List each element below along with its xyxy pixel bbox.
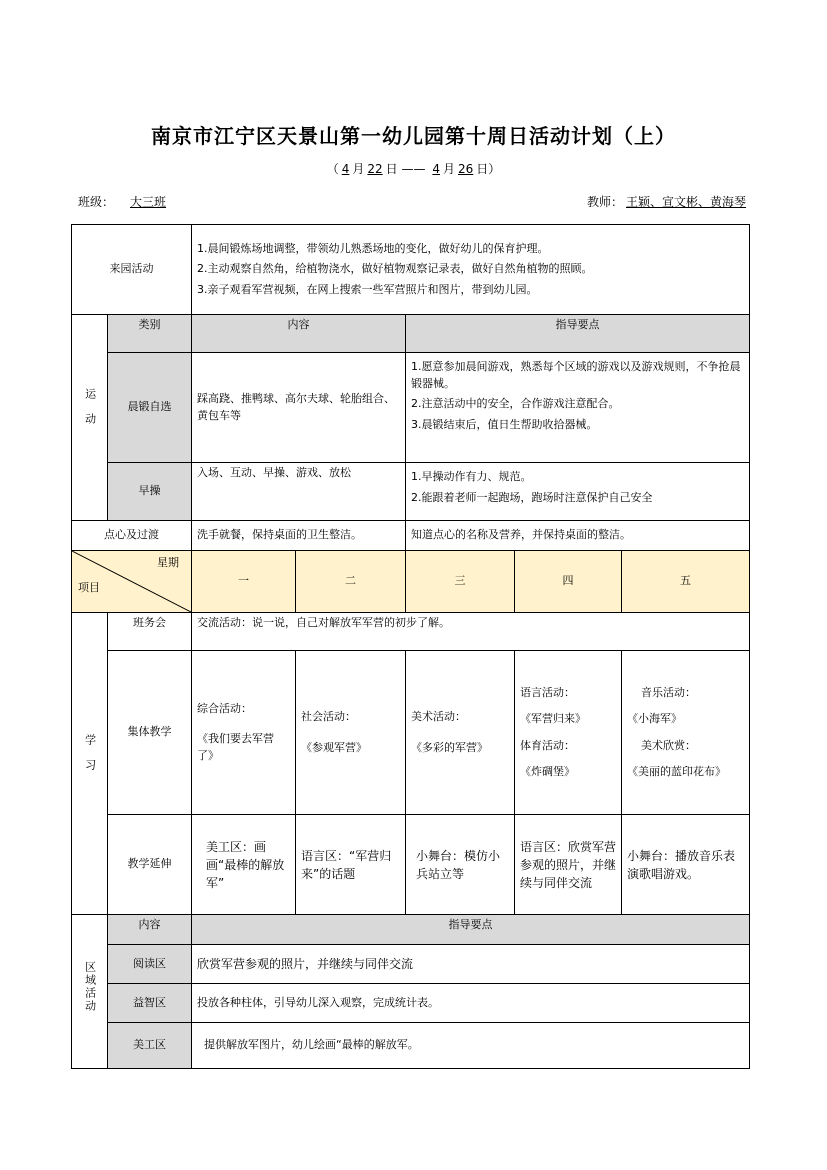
snack-row (72, 521, 750, 551)
study-meeting-row (72, 613, 750, 651)
areas-col-content: 内容 (108, 915, 192, 945)
group-day-fri: 音乐活动： 《小海军》 美术欣赏： 《美丽的蓝印花布》 (622, 651, 750, 815)
extension-day-tue: 语言区：“军营归来”的话题 (296, 815, 406, 915)
group-teaching-row (72, 651, 750, 815)
sports-guide: 1.早操动作有力、规范。 2.能跟着老师一起跑场，跑场时注意保护自己安全 (406, 463, 750, 521)
meeting-label: 班务会 (108, 613, 192, 651)
page-title: 南京市江宁区天景山第一幼儿园第十周日活动计划（上） (151, 124, 676, 148)
week-header-day: 星期 (157, 556, 179, 569)
sports-header-row (72, 315, 750, 353)
class-info: 班级： 大三班 (78, 193, 182, 210)
area-row-reading (72, 945, 750, 984)
extension-row (72, 815, 750, 915)
day-mon: 一 (192, 551, 296, 613)
snack-guide: 知道点心的名称及营养，并保持桌面的整洁。 (406, 521, 750, 551)
teacher-info: 教师： 王颖、宣文彬、黄海琴 (587, 193, 749, 210)
sports-content: 踩高跷、推鸭球、高尔夫球、轮胎组合、黄包车等 (192, 353, 406, 463)
area-name: 阅读区 (108, 945, 192, 984)
extension-label: 教学延伸 (108, 815, 192, 915)
areas-label: 区域活动 (72, 915, 108, 1069)
sports-label: 运动 (72, 315, 108, 521)
snack-content: 洗手就餐，保持桌面的卫生整洁。 (192, 521, 406, 551)
day-wed: 三 (406, 551, 515, 613)
sports-category: 早操 (108, 463, 192, 521)
group-day-tue: 社会活动： 《参观军营》 (296, 651, 406, 815)
week-header-row (72, 551, 750, 613)
sports-col-category: 类别 (108, 315, 192, 353)
week-diagonal-header (72, 551, 192, 613)
group-teaching-label: 集体教学 (108, 651, 192, 815)
sports-row-morning-drill (72, 463, 750, 521)
group-day-wed: 美术活动： 《多彩的军营》 (406, 651, 515, 815)
sports-col-guide: 指导要点 (406, 315, 750, 353)
area-name: 益智区 (108, 984, 192, 1023)
area-name: 美工区 (108, 1023, 192, 1069)
areas-header-row (72, 915, 750, 945)
sports-col-content: 内容 (192, 315, 406, 353)
group-day-thu: 语言活动： 《军营归来》 体育活动： 《炸碉堡》 (515, 651, 622, 815)
day-thu: 四 (515, 551, 622, 613)
group-day-mon: 综合活动： 《我们要去军营了》 (192, 651, 296, 815)
snack-label: 点心及过渡 (72, 521, 192, 551)
sports-category: 晨锻自选 (108, 353, 192, 463)
day-tue: 二 (296, 551, 406, 613)
extension-day-mon: 美工区：画画“最棒的解放军” (192, 815, 296, 915)
area-guide: 提供解放军图片，幼儿绘画“最棒的解放军。 (192, 1023, 750, 1069)
extension-day-wed: 小舞台：模仿小兵站立等 (406, 815, 515, 915)
teacher-value: 王颖、宣文彬、黄海琴 (625, 195, 746, 209)
sports-row-morning-exercise (72, 353, 750, 463)
areas-col-guide: 指导要点 (192, 915, 750, 945)
day-fri: 五 (622, 551, 750, 613)
extension-day-fri: 小舞台：播放音乐表演歌唱游戏。 (622, 815, 750, 915)
area-row-puzzle (72, 984, 750, 1023)
arrival-label: 来园活动 (72, 225, 192, 315)
class-value: 大三班 (130, 195, 167, 209)
extension-day-thu: 语言区：欣赏军营参观的照片，并继续与同伴交流 (515, 815, 622, 915)
meeting-content: 交流活动：说一说，自己对解放军军营的初步了解。 (192, 613, 750, 651)
sports-content: 入场、互动、早操、游戏、放松 (192, 463, 406, 521)
area-guide: 欣赏军营参观的照片，并继续与同伴交流 (192, 945, 750, 984)
activity-plan-table (71, 224, 750, 1069)
study-label: 学习 (72, 613, 108, 915)
arrival-content: 1.晨间锻炼场地调整，带领幼儿熟悉场地的变化，做好幼儿的保育护理。 2.主动观察自然角，给植物浇水，做好植物观察记录表，做好自然角植物的照顾。 3.亲子观看军营视频，在网上搜索一些军营照片和图片，带到幼儿园。 (192, 225, 750, 315)
area-row-art (72, 1023, 750, 1069)
week-header-item: 项目 (78, 580, 100, 594)
date-range: （ 4 月 22 日 —— 4 月 26 日） (326, 162, 501, 176)
arrival-row (72, 225, 750, 315)
sports-guide: 1.愿意参加晨间游戏，熟悉每个区域的游戏以及游戏规则，不争抢晨锻器械。 2.注意活动中的安全，合作游戏注意配合。 3.晨锻结束后，值日生帮助收拾器械。 (406, 353, 750, 463)
area-guide: 投放各种柱体，引导幼儿深入观察，完成统计表。 (192, 984, 750, 1023)
